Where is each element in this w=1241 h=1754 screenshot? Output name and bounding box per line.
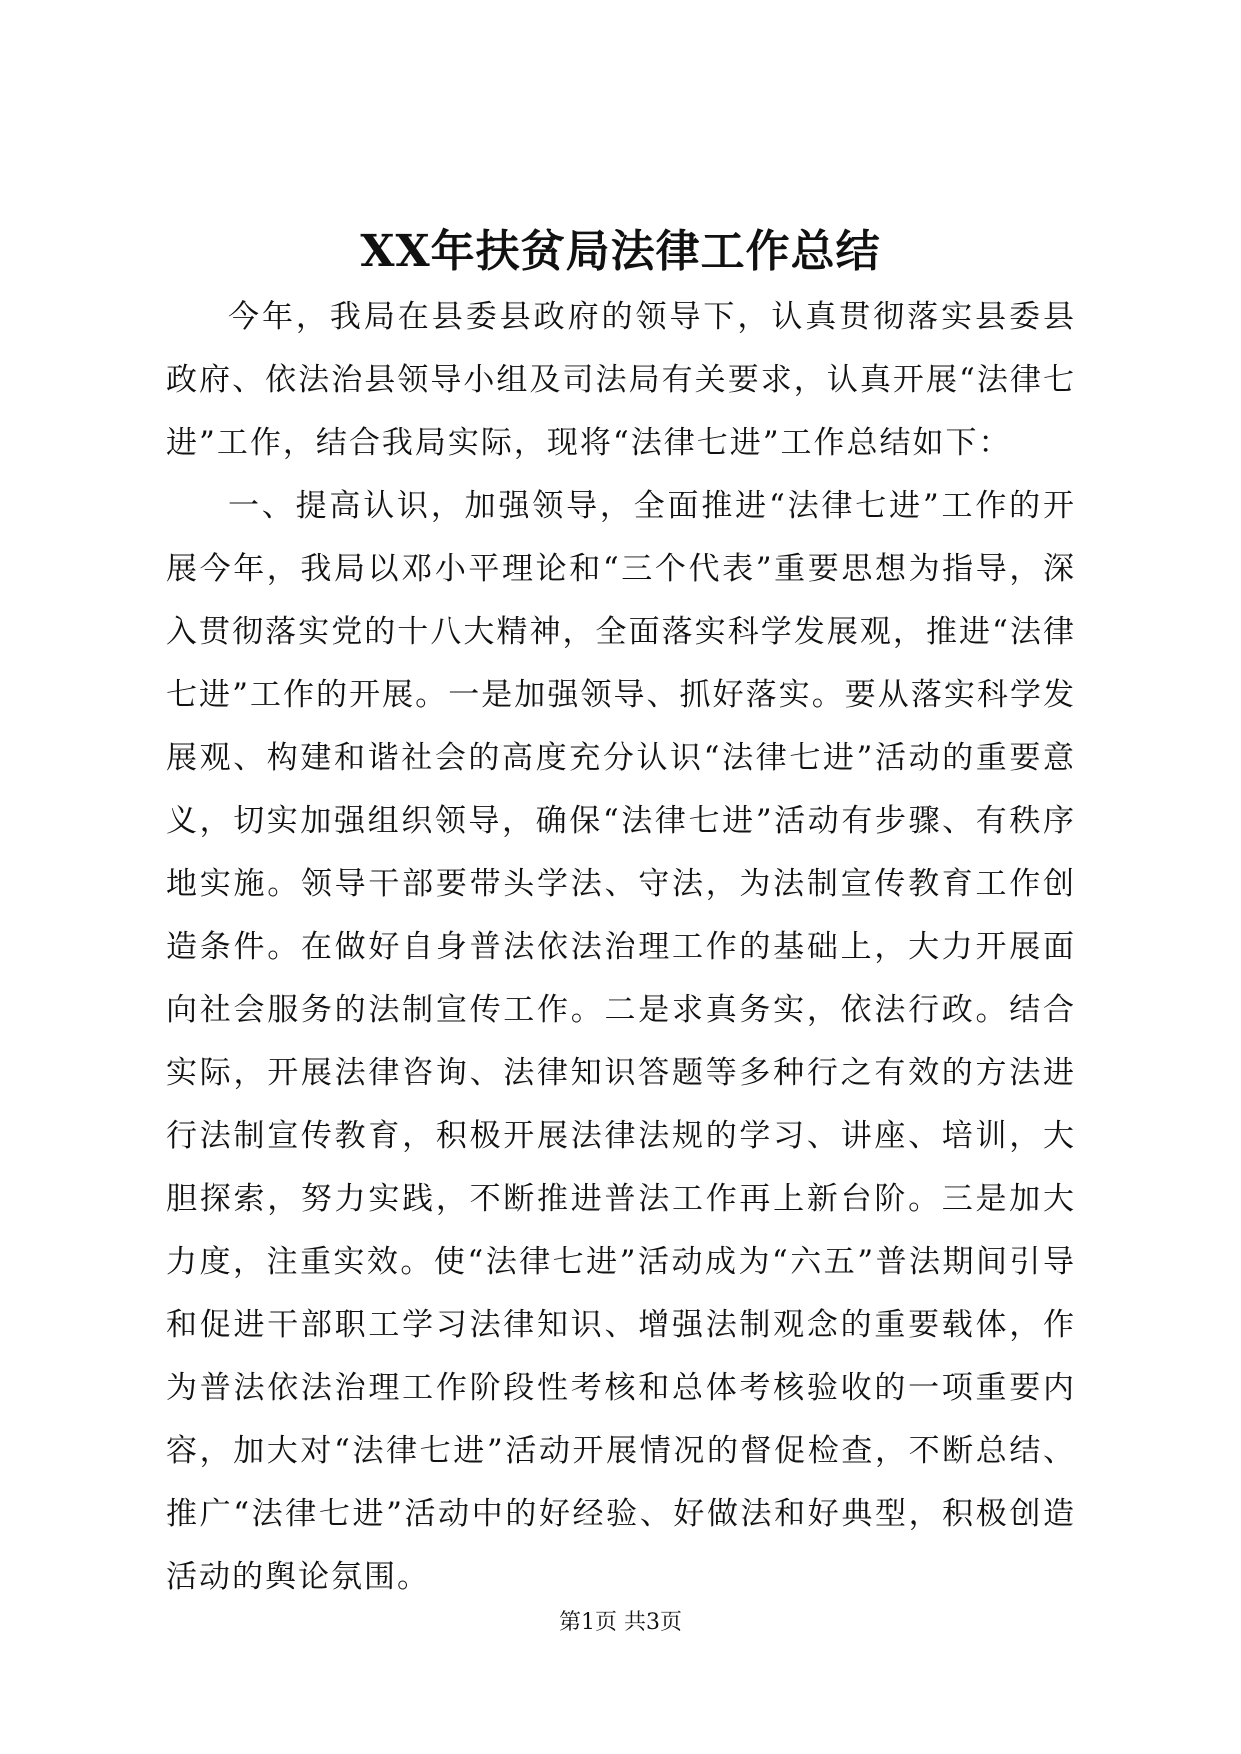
paragraph-section-one: 一、提高认识，加强领导，全面推进“法律七进”工作的开展今年，我局以邓小平理论和“三个代表”重要思想为指导，深入贯彻落实党的十八大精神，全面落实科学发展观，推进“法律七进”工作的开展。一是加强领导、抓好落实。要从落实科学发展观、构建和谐社会的高度充分认识“法律七进”活动的重要意义，切实加强组织领导，确保“法律七进”活动有步骤、有秩序地实施。领导干部要带头学法、守法，为法制宣传教育工作创造条件。在做好自身普法依法治理工作的基础上，大力开展面向社会服务的法制宣传工作。二是求真务实，依法行政。结合实际，开展法律咨询、法律知识答题等多种行之有效的方法进行法制宣传教育，积极开展法律法规的学习、讲座、培训，大胆探索，努力实践，不断推进普法工作再上新台阶。三是加大力度，注重实效。使“法律七进”活动成为“六五”普法期间引导和促进干部职工学习法律知识、增强法制观念的重要载体，作为普法依法治理工作阶段性考核和总体考核验收的一项重要内容，加大对“法律七进”活动开展情况的督促检查，不断总结、推广“法律七进”活动中的好经验、好做法和好典型，积极创造活动的舆论氛围。 bbox=[166, 488, 1076, 1595]
paragraph-intro: 今年，我局在县委县政府的领导下，认真贯彻落实县委县政府、依法治县领导小组及司法局有关要求，认真开展“法律七进”工作，结合我局实际，现将“法律七进”工作总结如下： bbox=[166, 299, 1076, 461]
document-title: XX年扶贫局法律工作总结 bbox=[360, 226, 881, 277]
document-body bbox=[166, 286, 1076, 1609]
page-number-footer: 第1页 共3页 bbox=[559, 1610, 682, 1635]
